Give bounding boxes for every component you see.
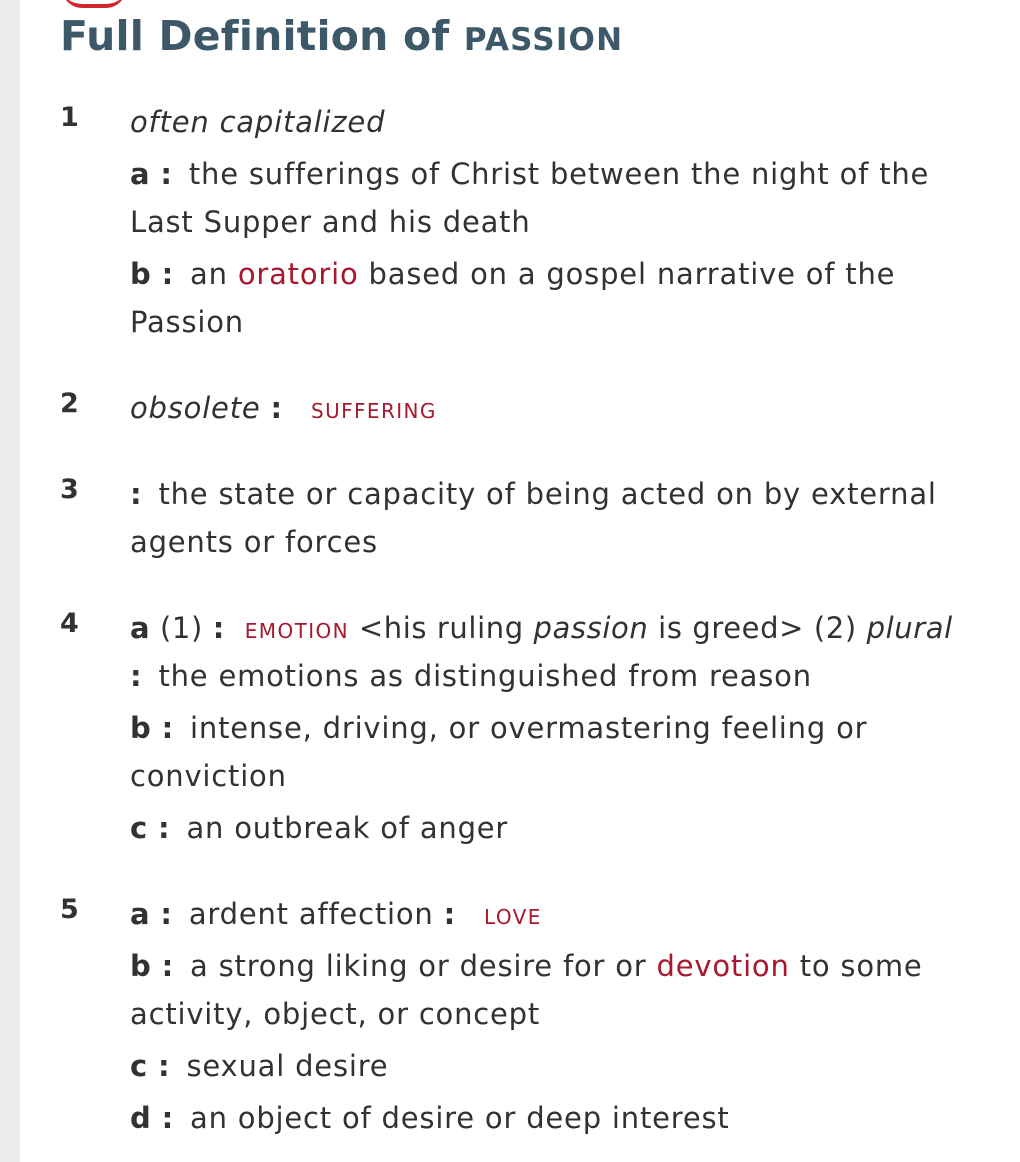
subsense-5a <box>130 890 990 941</box>
example-italic: passion <box>533 611 649 645</box>
crossref-love-link[interactable]: LOVE <box>484 905 542 929</box>
definition-colon: : <box>158 811 171 845</box>
subsense-number-1: (1) <box>160 611 203 645</box>
subsense-label: b <box>130 949 152 983</box>
definition-colon: : <box>130 477 143 511</box>
usage-note: obsolete <box>130 391 261 425</box>
subsense-label: a <box>130 611 151 645</box>
subsense-label: a <box>130 897 151 931</box>
definition-colon: : <box>161 1101 174 1135</box>
definition-text: ardent affection <box>188 897 434 931</box>
subsense-label: c <box>130 1049 148 1083</box>
subsense-4b <box>130 704 990 752</box>
definition-text: based on a gospel narrative of the <box>368 257 896 291</box>
page-title <box>60 12 623 60</box>
subsense-3 <box>130 470 990 518</box>
definition-text: the state or capacity of being acted on by external <box>158 477 937 511</box>
definition-colon: : <box>270 391 283 425</box>
subsense-5d <box>130 1094 990 1142</box>
crossref-emotion-link[interactable]: EMOTION <box>244 619 350 643</box>
definition-colon: : <box>161 257 174 291</box>
subsense-2 <box>130 384 990 435</box>
subsense-4a-2 <box>130 652 990 700</box>
definition-colon: : <box>161 711 174 745</box>
subsense-label: d <box>130 1101 152 1135</box>
definition-colon: : <box>130 659 143 693</box>
definition-text: an outbreak of anger <box>186 811 509 845</box>
example-close: is greed> <box>658 611 805 645</box>
decorative-red-arc <box>62 0 126 8</box>
title-prefix: Full Definition of <box>60 12 450 60</box>
definition-continuation: Last Supper and his death <box>130 205 531 239</box>
definition-text: the sufferings of Christ between the night of the <box>188 157 930 191</box>
subsense-5b <box>130 942 990 990</box>
definition-colon: : <box>161 949 174 983</box>
definition-text: sexual desire <box>186 1049 389 1083</box>
definition-colon: : <box>158 1049 171 1083</box>
sense-number: 2 <box>60 388 79 419</box>
example-open: <his ruling <box>358 611 524 645</box>
crossref-suffering-link[interactable]: SUFFERING <box>310 399 437 423</box>
definition-continuation: Passion <box>130 305 244 339</box>
devotion-link[interactable]: devotion <box>656 949 790 983</box>
subsense-label: b <box>130 257 152 291</box>
definition-colon: : <box>160 897 173 931</box>
sense-number: 3 <box>60 474 79 505</box>
title-headword: PASSION <box>463 22 624 58</box>
definition-continuation: conviction <box>130 759 287 793</box>
subsense-label: a <box>130 157 151 191</box>
sense-number: 5 <box>60 894 79 925</box>
definition-text: to some <box>799 949 923 983</box>
subsense-label: b <box>130 711 152 745</box>
subsense-number-2: (2) <box>813 611 857 645</box>
definition-continuation: activity, object, or concept <box>130 997 541 1031</box>
subsense-1b <box>130 250 990 298</box>
definition-continuation: agents or forces <box>130 525 378 559</box>
sense-number: 4 <box>60 608 79 639</box>
definition-page <box>20 0 1020 1162</box>
definition-text: the emotions as distinguished from reason <box>158 659 812 693</box>
definition-text: an object of desire or deep interest <box>190 1101 730 1135</box>
subsense-4a <box>130 604 990 655</box>
definition-text: intense, driving, or overmastering feeling or <box>190 711 868 745</box>
definition-colon: : <box>160 157 173 191</box>
sense-number: 1 <box>60 102 79 133</box>
usage-note: often capitalized <box>130 105 386 139</box>
definition-colon: : <box>212 611 225 645</box>
subsense-5c <box>130 1042 990 1090</box>
subsense-label: c <box>130 811 148 845</box>
oratorio-link[interactable]: oratorio <box>237 257 359 291</box>
definition-text: an <box>190 257 228 291</box>
definition-colon: : <box>443 897 457 931</box>
definition-text: a strong liking or desire for or <box>190 949 647 983</box>
subsense-4c <box>130 804 990 852</box>
usage-note: plural <box>866 611 953 645</box>
subsense-1a <box>130 150 990 198</box>
